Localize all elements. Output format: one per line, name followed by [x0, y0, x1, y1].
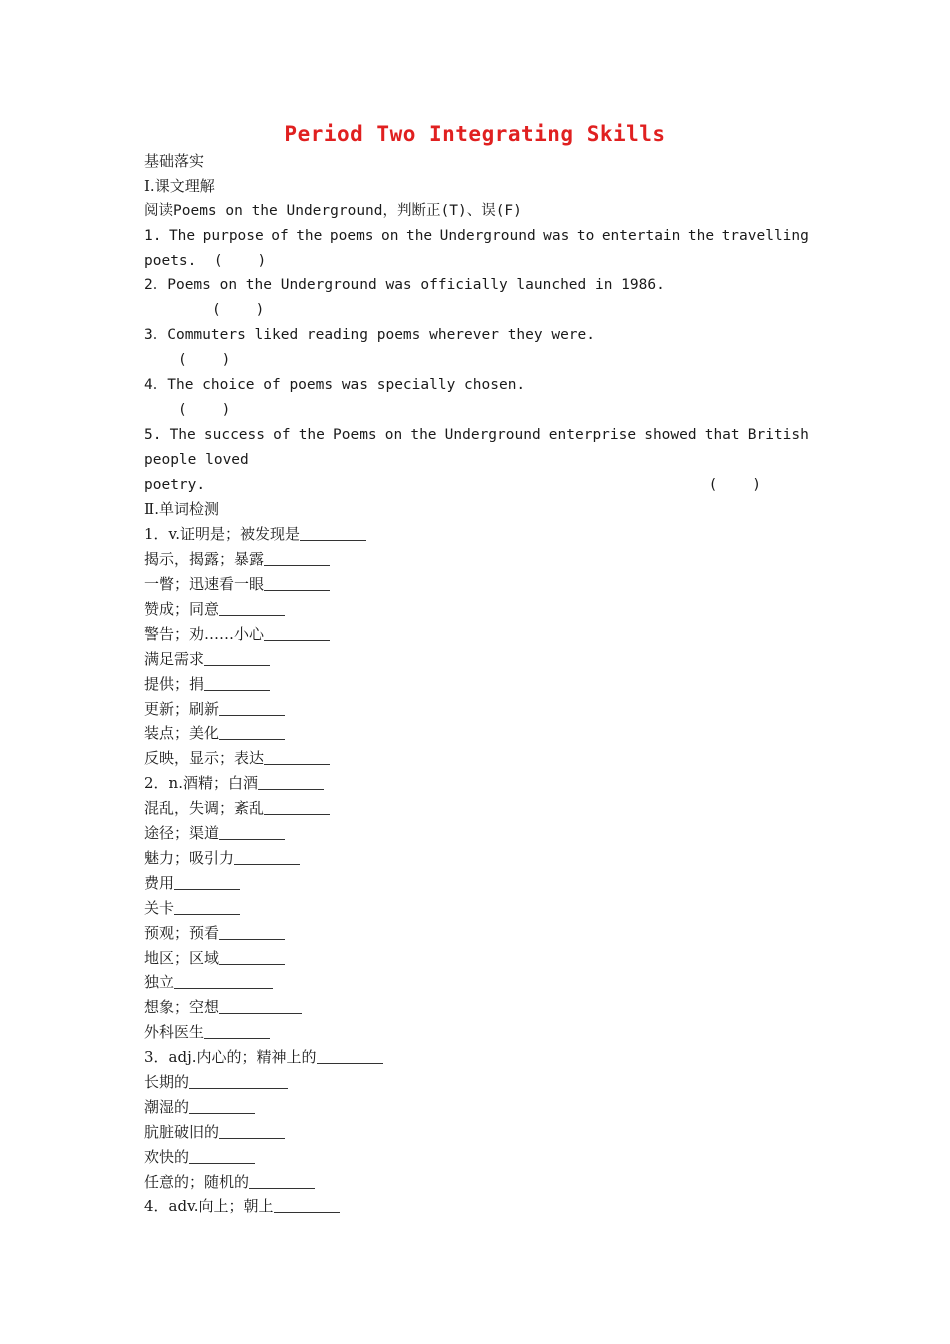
- vocab-item: [144, 1045, 809, 1070]
- question-3: 3．Commuters liked reading poems wherever they were.: [144, 327, 595, 344]
- vocab-prompt: 预观；预看: [144, 923, 220, 942]
- vocab-prompt: 欢快的: [144, 1147, 190, 1166]
- vocab-item: [144, 1170, 809, 1195]
- vocab-item: [144, 846, 809, 871]
- vocab-item: [144, 1120, 809, 1145]
- answer-blank[interactable]: [174, 899, 240, 915]
- question-1-word: was: [543, 227, 570, 244]
- question-2: 2．Poems on the Underground was officially launched in 1986.: [144, 277, 665, 294]
- question-1-word: of: [271, 227, 289, 244]
- question-5-cont: people loved: [144, 451, 249, 468]
- vocab-prompt: 3．adj.内心的；精神上的: [144, 1048, 317, 1067]
- question-4-answer[interactable]: ( ): [178, 401, 231, 418]
- vocab-prompt: 任意的；随机的: [144, 1172, 250, 1191]
- question-1-word: the: [687, 227, 715, 244]
- answer-blank[interactable]: [219, 949, 285, 965]
- vocab-prompt: 长期的: [144, 1072, 190, 1091]
- question-1-word: entertain: [601, 227, 681, 244]
- question-1-word: the: [296, 227, 323, 244]
- question-5-end: [144, 473, 809, 498]
- question-5-word: the: [298, 426, 325, 443]
- answer-blank[interactable]: [174, 973, 273, 989]
- vocab-item: [144, 1095, 809, 1120]
- vocab-prompt: 地区；区域: [144, 948, 220, 967]
- question-1-word: to: [576, 227, 595, 244]
- question-1-end: poets. ( ): [144, 252, 267, 269]
- answer-blank[interactable]: [189, 1098, 255, 1114]
- vocab-prompt: 警告；劝……小心: [144, 624, 265, 643]
- question-5-word: of: [273, 426, 291, 443]
- vocab-item: [144, 821, 809, 846]
- answer-blank[interactable]: [249, 1173, 315, 1189]
- answer-blank[interactable]: [258, 774, 324, 790]
- answer-blank[interactable]: [189, 1148, 255, 1164]
- answer-blank[interactable]: [317, 1048, 383, 1064]
- answer-blank[interactable]: [219, 824, 285, 840]
- question-5-word: showed: [644, 426, 697, 443]
- question-1-word: travelling: [721, 227, 809, 244]
- answer-blank[interactable]: [204, 650, 270, 666]
- answer-blank[interactable]: [219, 700, 285, 716]
- question-2-answer[interactable]: ( ): [212, 302, 265, 319]
- section-basic: 基础落实: [144, 152, 205, 170]
- vocab-item: [144, 622, 809, 647]
- vocab-item: [144, 721, 809, 746]
- answer-blank[interactable]: [189, 1073, 288, 1089]
- question-5: [144, 423, 809, 448]
- answer-blank[interactable]: [274, 1197, 340, 1213]
- vocab-prompt: 2．n.酒精；白酒: [144, 774, 258, 793]
- vocab-prompt: 更新；刷新: [144, 699, 220, 718]
- answer-blank[interactable]: [219, 724, 285, 740]
- vocab-item: [144, 871, 809, 896]
- vocab-prompt: 想象；空想: [144, 998, 220, 1017]
- vocab-item: [144, 921, 809, 946]
- page-title: Period Two Integrating Skills: [284, 122, 666, 146]
- answer-blank[interactable]: [234, 849, 300, 865]
- part2-heading: Ⅱ.单词检测: [144, 500, 219, 519]
- question-3-answer[interactable]: ( ): [178, 352, 231, 369]
- question-5-word: that: [704, 426, 740, 443]
- answer-blank[interactable]: [264, 799, 330, 815]
- answer-blank[interactable]: [300, 525, 366, 541]
- question-5-word: The: [169, 426, 196, 443]
- vocab-item: [144, 672, 809, 697]
- question-1-word: purpose: [202, 227, 264, 244]
- question-5-answer[interactable]: ( ): [708, 476, 761, 493]
- vocab-prompt: 独立: [144, 973, 175, 992]
- vocab-prompt: 赞成；同意: [144, 600, 220, 619]
- answer-blank[interactable]: [174, 874, 240, 890]
- vocab-prompt: 魅力；吸引力: [144, 848, 235, 867]
- vocab-item: [144, 896, 809, 921]
- answer-blank[interactable]: [264, 575, 330, 591]
- question-1-word: Underground: [439, 227, 536, 244]
- question-5-word: British: [747, 426, 809, 443]
- vocab-prompt: 混乱，失调；紊乱: [144, 799, 265, 818]
- vocab-list: [144, 522, 809, 1219]
- vocab-prompt: 满足需求: [144, 649, 205, 668]
- vocab-item: [144, 771, 809, 796]
- vocab-item: [144, 572, 809, 597]
- vocab-prompt: 潮湿的: [144, 1097, 190, 1116]
- vocab-item: [144, 796, 809, 821]
- vocab-prompt: 一瞥；迅速看一眼: [144, 575, 265, 594]
- vocab-item: [144, 746, 809, 771]
- question-5-word: Underground: [444, 426, 541, 443]
- vocab-item: [144, 1194, 809, 1219]
- part1-heading: Ⅰ.课文理解: [144, 176, 215, 195]
- question-1-word: poems: [329, 227, 374, 244]
- answer-blank[interactable]: [219, 998, 302, 1014]
- answer-blank[interactable]: [219, 1123, 285, 1139]
- question-1-word: on: [381, 227, 399, 244]
- worksheet-body: [144, 149, 809, 1219]
- part1-instruction: 阅读Poems on the Underground，判断正(T)、误(F): [144, 202, 522, 219]
- answer-blank[interactable]: [264, 550, 330, 566]
- vocab-prompt: 途径；渠道: [144, 824, 220, 843]
- question-5-word: on: [384, 426, 403, 443]
- vocab-item: [144, 697, 809, 722]
- question-5-word: Poems: [333, 426, 377, 443]
- vocab-prompt: 反映，显示；表达: [144, 749, 265, 768]
- vocab-prompt: 费用: [144, 873, 175, 892]
- vocab-item: [144, 547, 809, 572]
- question-5-end-text: poetry.: [144, 476, 206, 493]
- question-1-word: The: [168, 227, 196, 244]
- answer-blank[interactable]: [204, 1023, 270, 1039]
- vocab-item: [144, 946, 809, 971]
- answer-blank[interactable]: [264, 625, 330, 641]
- vocab-item: [144, 647, 809, 672]
- question-1: [144, 224, 809, 249]
- answer-blank[interactable]: [219, 924, 285, 940]
- vocab-prompt: 外科医生: [144, 1023, 205, 1042]
- question-1-word: the: [405, 227, 433, 244]
- question-4: 4．The choice of poems was specially chosen.: [144, 377, 526, 394]
- vocab-prompt: 4．adv.向上；朝上: [144, 1197, 274, 1216]
- question-5-word: enterprise: [548, 426, 637, 443]
- vocab-item: [144, 522, 809, 547]
- question-5-word: 5.: [144, 426, 162, 443]
- vocab-item: [144, 1070, 809, 1095]
- vocab-prompt: 肮脏破旧的: [144, 1122, 220, 1141]
- question-5-word: the: [410, 426, 437, 443]
- answer-blank[interactable]: [204, 675, 270, 691]
- vocab-prompt: 关卡: [144, 898, 175, 917]
- vocab-prompt: 装点；美化: [144, 724, 220, 743]
- vocab-item: [144, 995, 809, 1020]
- vocab-item: [144, 597, 809, 622]
- vocab-item: [144, 1020, 809, 1045]
- vocab-prompt: 揭示，揭露；暴露: [144, 550, 265, 569]
- answer-blank[interactable]: [264, 749, 330, 765]
- vocab-item: [144, 1145, 809, 1170]
- question-5-word: success: [203, 426, 265, 443]
- question-1-word: 1.: [144, 227, 162, 244]
- vocab-prompt: 提供；捐: [144, 674, 205, 693]
- vocab-item: [144, 970, 809, 995]
- vocab-prompt: 1．v.证明是；被发现是: [144, 525, 301, 544]
- answer-blank[interactable]: [219, 600, 285, 616]
